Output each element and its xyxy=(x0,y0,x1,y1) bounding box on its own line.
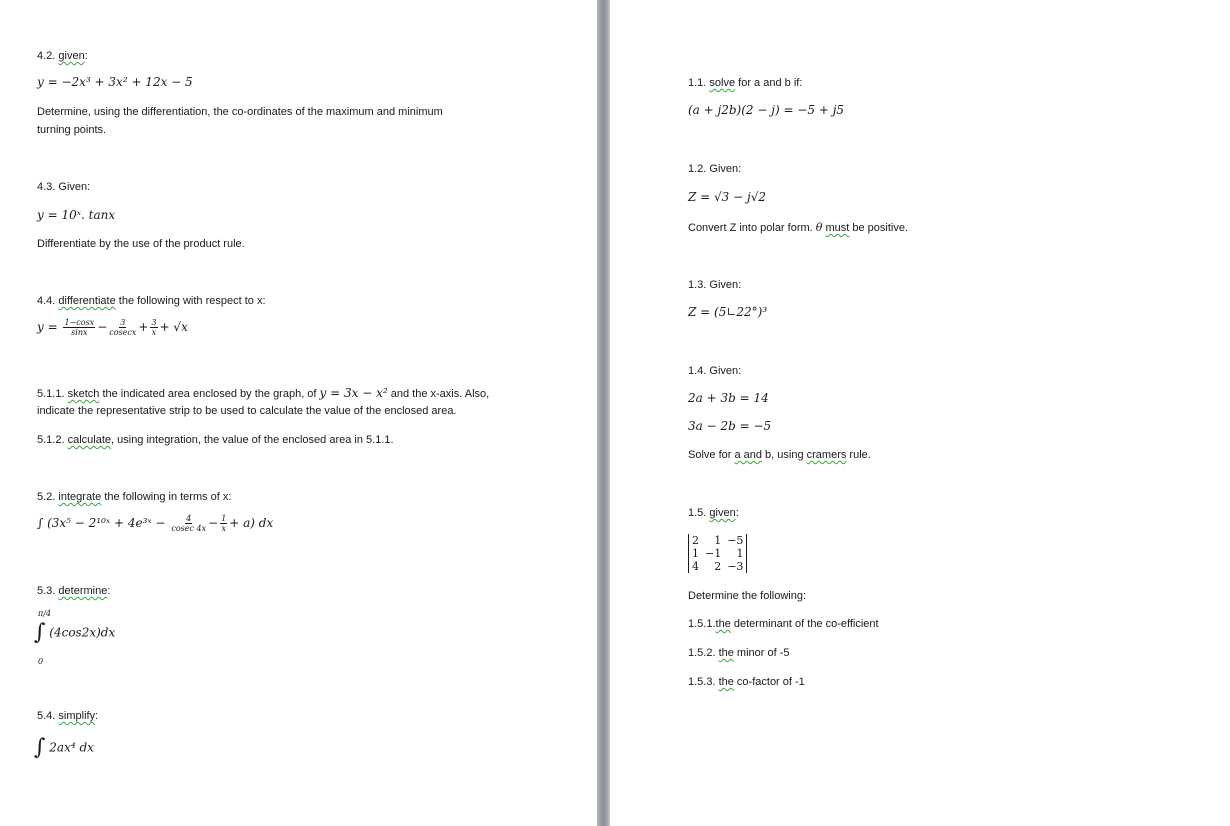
matrix-table xyxy=(689,534,746,573)
question-4-3-text: Differentiate by the use of the product rule. xyxy=(37,238,245,250)
question-1-4-equation-2: 3a − 2b = −5 xyxy=(688,419,772,433)
matrix-cell: 1 xyxy=(692,547,699,560)
question-4-3-equation: y = 10ˣ. tanx xyxy=(37,208,116,222)
question-5-2-heading: 5.2. integrate the following in terms of x: xyxy=(37,491,232,503)
matrix-cell: 4 xyxy=(692,560,699,573)
matrix-cell: −5 xyxy=(727,534,744,547)
question-1-2-heading: 1.2. Given: xyxy=(688,163,742,175)
question-5-4-heading: 5.4. simplify: xyxy=(37,710,99,722)
question-4-2-heading: 4.2. given: xyxy=(37,50,88,62)
question-4-4-heading: 4.4. differentiate the following with respect to x: xyxy=(37,295,266,307)
question-4-3-heading: 4.3. Given: xyxy=(37,181,91,193)
question-1-1-equation: (a + j2b)(2 − j) = −5 + j5 xyxy=(688,103,845,117)
matrix-row xyxy=(689,547,746,560)
right-page xyxy=(610,0,1230,826)
question-1-5-determine: Determine the following: xyxy=(688,590,807,602)
question-1-4-text: Solve for a and b, using cramers rule. xyxy=(688,449,871,461)
fraction: $\frac{1}{x}$ xyxy=(221,514,227,533)
fraction: $\frac{1-\cos x}{\sin x}$ xyxy=(64,318,95,337)
question-1-3-equation: Z = (5∟22°)³ xyxy=(688,305,768,319)
question-5-3-integral: ∫ (4cos2x)dx xyxy=(34,620,116,645)
question-1-5-heading: 1.5. given: xyxy=(688,507,739,519)
question-4-4-equation: y = $\frac{1-\cos x}{\sin x}$ − $\frac{3}{cosecx}$ + $\frac{3}{x}$ + √x xyxy=(37,318,188,337)
question-1-4-equation-1: 2a + 3b = 14 xyxy=(688,391,769,405)
matrix-cell: 2 xyxy=(714,560,722,573)
question-4-2-equation: y = −2x³ + 3x² + 12x − 5 xyxy=(37,75,193,89)
question-5-1-1-line2: indicate the representative strip to be used to calculate the value of the enclosed area. xyxy=(37,405,457,417)
question-1-1-heading: 1.1. solve for a and b if: xyxy=(688,77,803,89)
matrix-cell: 1 xyxy=(714,534,722,547)
question-5-4-integral: ∫ 2ax⁴ dx xyxy=(34,735,94,760)
question-1-2-equation: Z = √3 − j√2 xyxy=(688,190,766,204)
question-5-1-1-line1: 5.1.1. sketch the indicated area enclosed by the graph, of y = 3x − x² and the x-axis. Also, xyxy=(37,386,490,400)
integral-upper-limit: π/4 xyxy=(38,609,52,618)
page-gutter xyxy=(597,0,610,826)
matrix-row xyxy=(689,534,746,547)
question-1-2-text: Convert Z into polar form. θ must be positive. xyxy=(688,221,909,234)
question-5-2-integral: ∫ (3x⁵ − 2¹⁰ˣ + 4e³ˣ − $\frac{4}{cosec 4x}$ − $\frac{1}{x}$ + a) dx xyxy=(37,514,274,533)
question-5-3-heading: 5.3. determine: xyxy=(37,585,111,597)
matrix-row xyxy=(689,560,746,573)
matrix-determinant xyxy=(688,534,747,573)
matrix-cell: 2 xyxy=(692,534,699,547)
question-1-4-heading: 1.4. Given: xyxy=(688,365,742,377)
question-4-2-text-line1: Determine, using the differentiation, the co-ordinates of the maximum and minimum xyxy=(37,106,443,118)
matrix-cell: −1 xyxy=(705,547,722,560)
fraction: $\frac{3}{x}$ xyxy=(151,318,157,337)
fraction: $\frac{4}{cosec 4x}$ xyxy=(171,514,207,533)
question-1-5-2: 1.5.2. the minor of -5 xyxy=(688,647,790,659)
question-5-1-2: 5.1.2. calculate, using integration, the value of the enclosed area in 5.1.1. xyxy=(37,434,394,446)
left-page xyxy=(0,0,597,826)
fraction: $\frac{3}{cosecx}$ xyxy=(109,318,137,337)
question-1-5-1: 1.5.1.the determinant of the co-efficient xyxy=(688,618,879,630)
question-4-2-text-line2: turning points. xyxy=(37,124,107,136)
integral-lower-limit: 0 xyxy=(38,657,44,666)
question-1-3-heading: 1.3. Given: xyxy=(688,279,742,291)
matrix-cell: −3 xyxy=(727,560,744,573)
matrix-cell: 1 xyxy=(736,547,744,560)
question-1-5-3: 1.5.3. the co-factor of -1 xyxy=(688,676,805,688)
